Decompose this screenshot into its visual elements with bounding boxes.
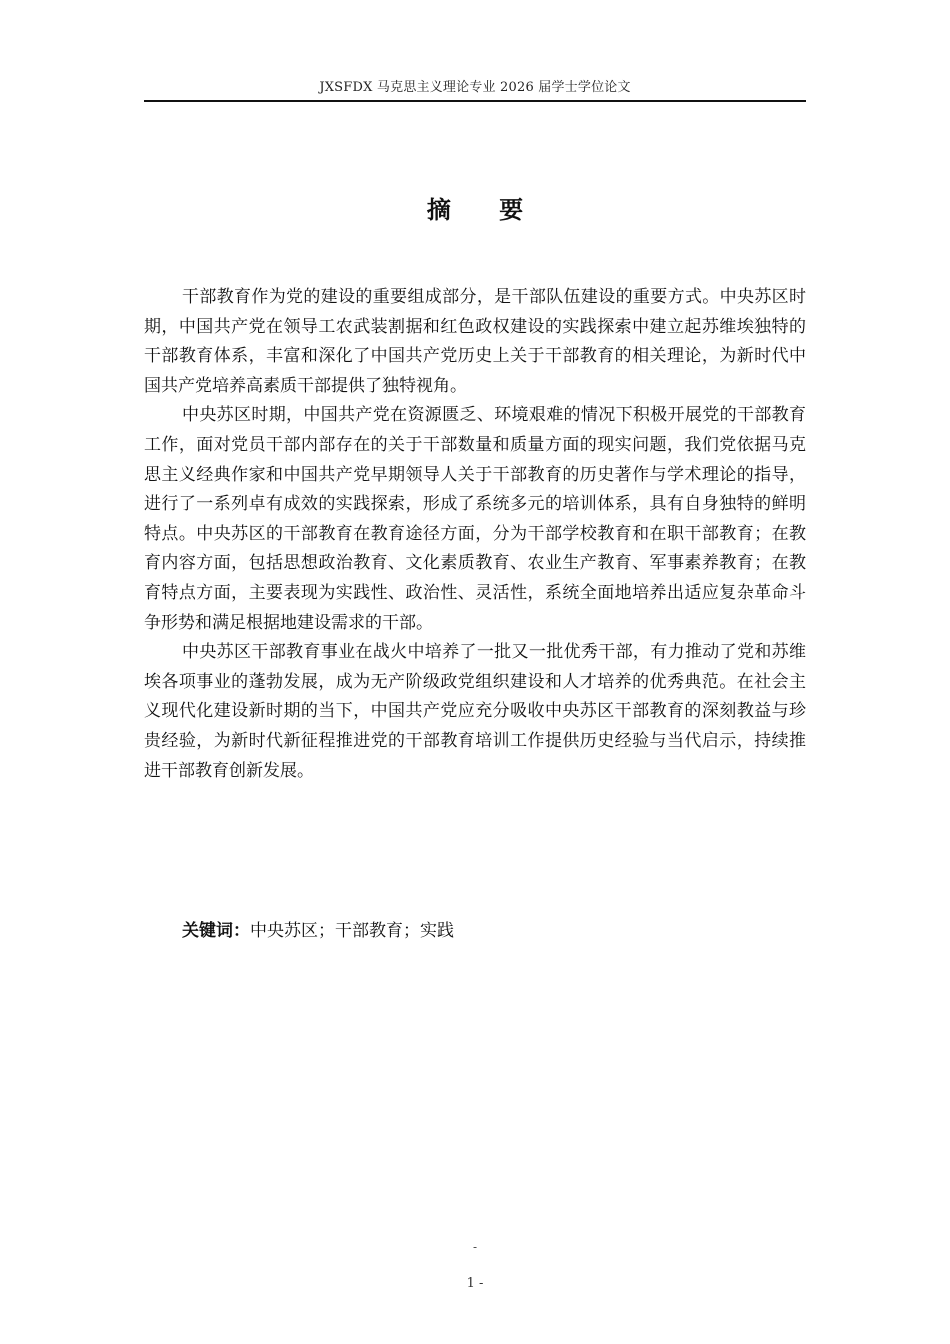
header-rule	[144, 100, 806, 102]
abstract-paragraph-1: 干部教育作为党的建设的重要组成部分，是干部队伍建设的重要方式。中央苏区时期，中国共产党在领导工农武装割据和红色政权建设的实践探索中建立起苏维埃独特的干部教育体系，丰富和深化了中国共产党历史上关于干部教育的相关理论，为新时代中国共产党培养高素质干部提供了独特视角。	[144, 287, 806, 396]
abstract-body	[144, 283, 806, 786]
abstract-title: 摘 要	[426, 196, 544, 224]
abstract-paragraph-3: 中央苏区干部教育事业在战火中培养了一批又一批优秀干部，有力推动了党和苏维埃各项事业的蓬勃发展，成为无产阶级政党组织建设和人才培养的优秀典范。在社会主义现代化建设新时期的当下，中国共产党应充分吸收中央苏区干部教育的深刻教益与珍贵经验，为新时代新征程推进党的干部教育培训工作提供历史经验与当代启示，持续推进干部教育创新发展。	[144, 642, 806, 781]
abstract-paragraph-2: 中央苏区时期，中国共产党在资源匮乏、环境艰难的情况下积极开展党的干部教育工作，面对党员干部内部存在的关于干部数量和质量方面的现实问题，我们党依据马克思主义经典作家和中国共产党早期领导人关于干部教育的历史著作与学术理论的指导，进行了一系列卓有成效的实践探索，形成了系统多元的培训体系，具有自身独特的鲜明特点。中央苏区的干部教育在教育途径方面，分为干部学校教育和在职干部教育；在教育内容方面，包括思想政治教育、文化素质教育、农业生产教育、军事素养教育；在教育特点方面，主要表现为实践性、政治性、灵活性，系统全面地培养出适应复杂革命斗争形势和满足根据地建设需求的干部。	[144, 405, 806, 633]
page-number: 1 -	[466, 1276, 484, 1291]
running-header: JXSFDX 马克思主义理论专业 2026 届学士学位论文	[319, 80, 631, 95]
keywords-label: 关键词：	[182, 921, 250, 941]
keywords-value: 中央苏区；干部教育；实践	[250, 921, 454, 941]
keywords-line	[182, 917, 454, 946]
footer-dash: -	[472, 1240, 478, 1254]
